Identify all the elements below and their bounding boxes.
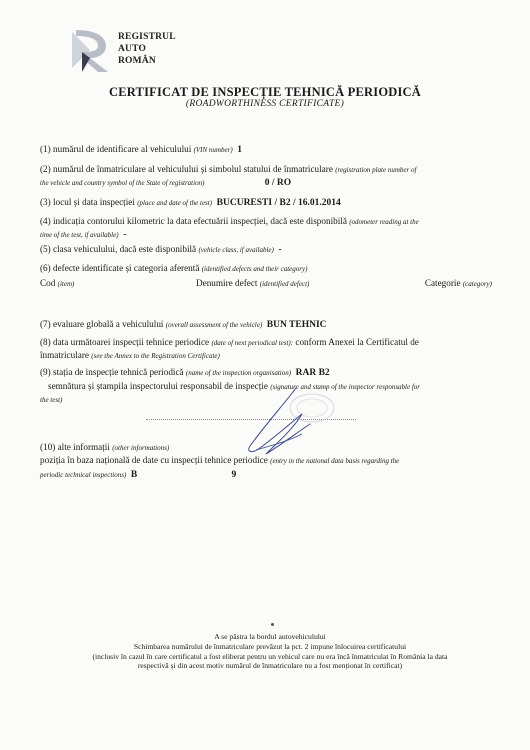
column-code xyxy=(40,278,74,288)
field-value: înmatriculare xyxy=(40,350,89,360)
field-station xyxy=(40,366,500,380)
field-value: 9 xyxy=(231,470,237,480)
organization-name xyxy=(118,31,176,67)
org-line: ROMÂN xyxy=(118,56,156,66)
footer-line: respectivă și din acest motiv numărul de înmatriculare nu a fost menționat în certificat) xyxy=(137,661,403,671)
footer-line: Schimbarea numărului de înmatriculare prevăzut la pct. 2 impune înlocuirea certificatului xyxy=(133,641,407,651)
field-label: (2) numărul de înmatriculare al vehiculului și simbolul statului de înmatriculare xyxy=(40,164,333,174)
rar-logo-icon xyxy=(68,28,112,74)
column-label: Denumire defect xyxy=(196,278,258,288)
field-label-en: (signature and stamp of the inspector responsable for xyxy=(270,383,421,391)
field-odometer xyxy=(40,215,500,229)
field-label: (5) clasa vehiculului, dacă este disponibilă xyxy=(40,244,197,254)
column-label-en: (identified defect) xyxy=(259,280,310,288)
footer-notes xyxy=(50,632,490,671)
field-label: semnătura și ștampila inspectorului responsabil de inspecție xyxy=(48,381,268,391)
footer-dot xyxy=(271,623,274,626)
field-label: (10) alte informații xyxy=(40,442,110,452)
column-label-en: (item) xyxy=(57,280,75,288)
document-title: CERTIFICAT DE INSPECȚIE TEHNICĂ PERIODICĂ xyxy=(109,85,421,99)
field-label: (3) locul și data inspecției xyxy=(40,197,135,207)
org-line: AUTO xyxy=(118,44,147,54)
field-label: (6) defecte identificate și categoria aferentă xyxy=(40,263,200,273)
field-next-test xyxy=(40,336,500,350)
field-registration-cont xyxy=(40,176,500,190)
field-label: (4) indicația contorului kilometric la data efectuării inspecției, dacă este disponibilă xyxy=(40,216,347,226)
column-label: Cod xyxy=(40,278,56,288)
field-label-en: (odometer reading at the xyxy=(349,218,419,226)
field-other-info xyxy=(40,441,500,455)
field-label-en: (date of next periodical test): xyxy=(211,339,294,347)
field-label-en: (registration plate number of xyxy=(335,166,417,174)
field-label-en: (overall assessment of the vehicle) xyxy=(165,321,263,329)
field-national-db xyxy=(40,454,500,468)
column-label: Categorie xyxy=(424,278,461,288)
field-label-en: the test) xyxy=(40,396,63,404)
field-national-db-cont xyxy=(40,468,500,482)
column-defect xyxy=(196,278,309,288)
field-vehicle-class xyxy=(40,243,500,257)
field-label: (7) evaluare globală a vehiculului xyxy=(40,319,164,329)
field-label-en: periodic technical inspections) xyxy=(40,471,127,479)
document-subtitle: (ROADWORTHINESS CERTIFICATE) xyxy=(185,99,345,109)
field-label-en: (VIN number) xyxy=(193,146,233,154)
field-label: (8) data următoarei inspecții tehnice periodice xyxy=(40,337,210,347)
field-defects xyxy=(40,262,500,276)
field-odometer-cont xyxy=(40,228,500,242)
field-value: BUN TEHNIC xyxy=(266,320,327,330)
footer-line: A se păstra la bordul autovehiculului xyxy=(214,632,326,641)
column-category xyxy=(425,278,492,288)
field-label-en: (see the Annex to the Registration Certificate) xyxy=(91,352,220,360)
field-place-date xyxy=(40,196,500,210)
field-value: B xyxy=(130,470,138,480)
field-label-en: (name of the inspection organisation) xyxy=(185,369,292,377)
field-label-en: (place and date of the test) xyxy=(137,199,213,207)
field-label-en: time of the test, if available) xyxy=(40,231,119,239)
footer-line: (inclusiv în cazul în care certificatul a fost eliberat pentru un vehicul care nu era încă înmatriculat în România la data xyxy=(92,651,448,661)
field-label-en: the vehicle and country symbol of the State of registration) xyxy=(40,179,205,187)
field-label-en: (vehicle class, if available) xyxy=(198,246,274,254)
field-value: - xyxy=(278,245,282,255)
field-label-en: (entry in the national data basis regarding the xyxy=(270,457,400,465)
field-value: 1 xyxy=(237,145,242,155)
org-line: REGISTRUL xyxy=(118,32,176,42)
column-label-en: (category) xyxy=(462,280,492,288)
field-label: (1) numărul de identificare al vehiculului xyxy=(40,144,192,154)
field-assessment xyxy=(40,318,500,332)
field-label-en: (other informations) xyxy=(112,444,170,452)
field-label: poziția în baza națională de date cu inspecții tehnice periodice xyxy=(40,455,268,465)
field-registration xyxy=(40,163,500,177)
field-value: conform Anexei la Certificatul de xyxy=(295,337,419,347)
defects-table-header xyxy=(40,278,492,291)
field-next-test-cont xyxy=(40,349,500,363)
field-value: - xyxy=(123,230,127,240)
field-vin xyxy=(40,143,500,157)
field-label: (9) stația de inspecție tehnică periodică xyxy=(40,367,184,377)
field-value: BUCURESTI / B2 / 16.01.2014 xyxy=(216,198,341,208)
field-value: RAR B2 xyxy=(295,368,330,378)
field-value: 0 / RO xyxy=(264,178,292,188)
field-label-en: (identified defects and their category) xyxy=(201,265,308,273)
